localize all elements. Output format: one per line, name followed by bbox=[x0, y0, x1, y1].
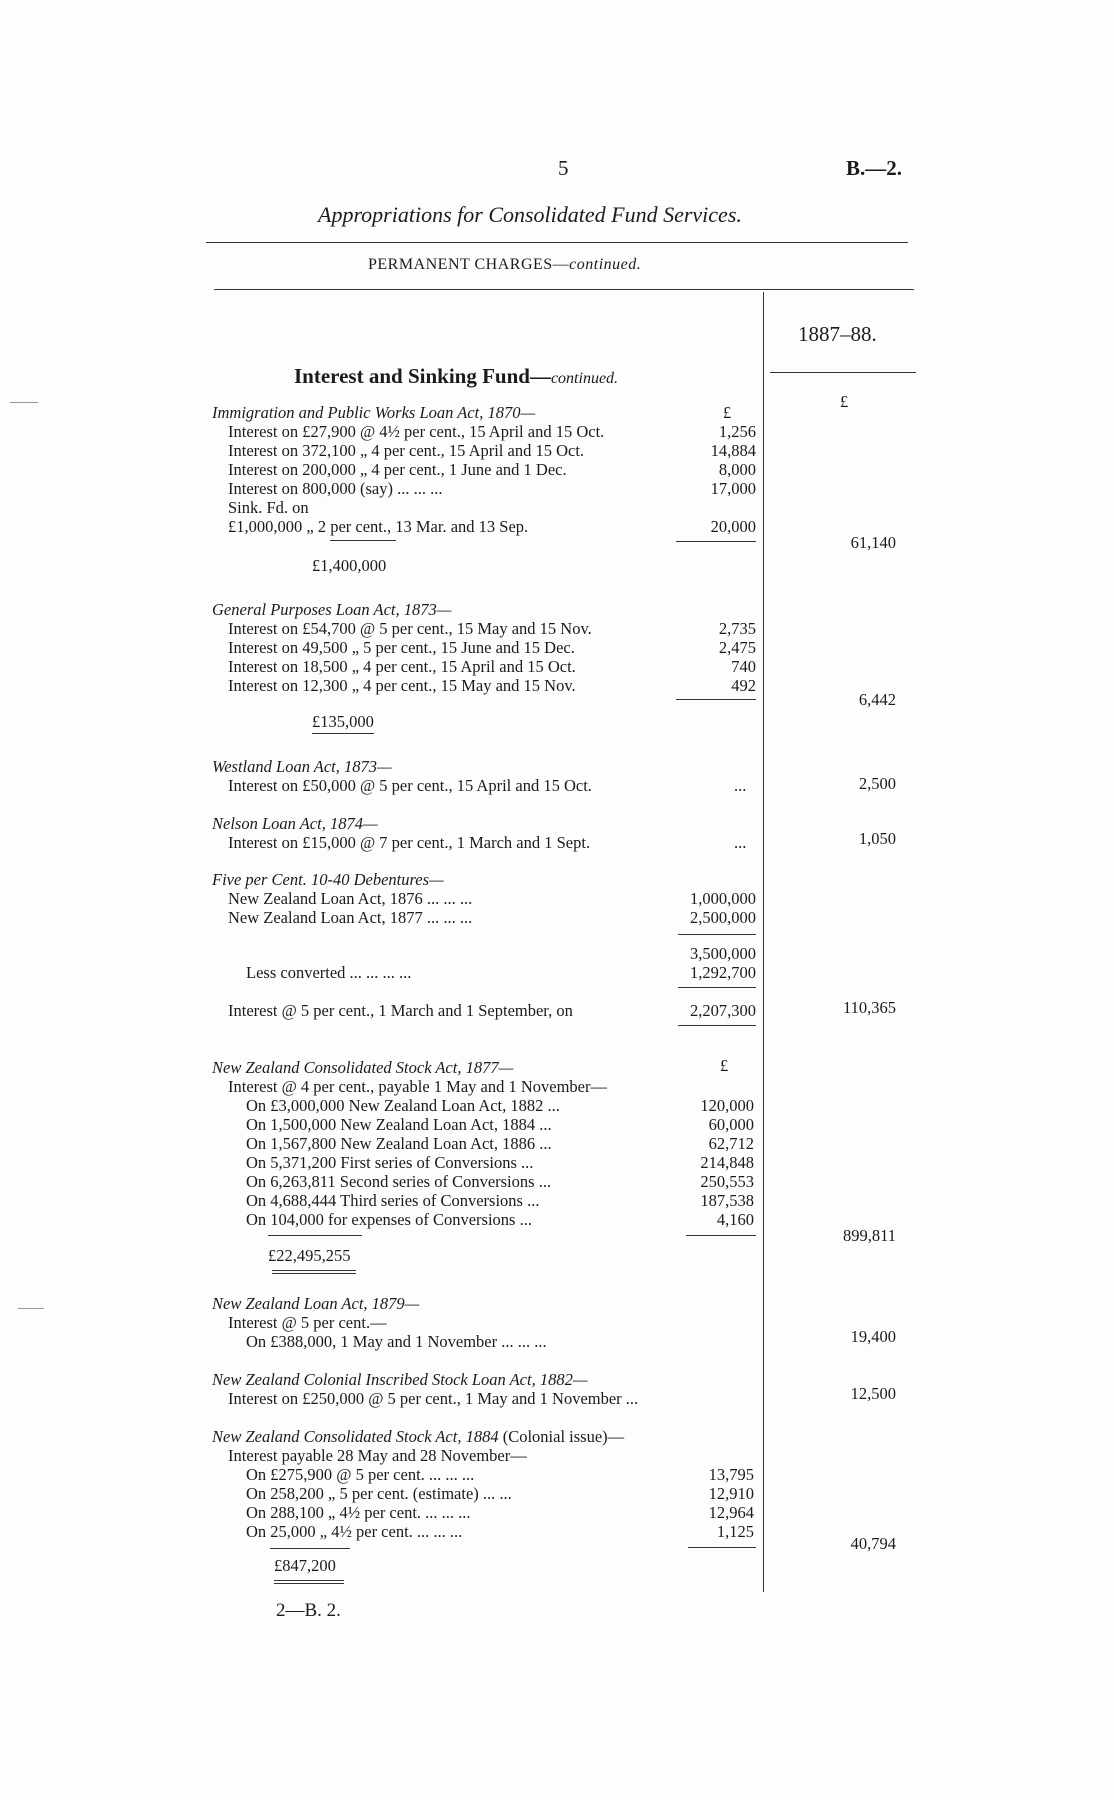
list-item-amount: 1,256 bbox=[718, 422, 756, 441]
document-code: B.—2. bbox=[846, 156, 903, 180]
double-rule bbox=[274, 1580, 344, 1581]
list-item-amount: 2,735 bbox=[718, 619, 756, 638]
list-item: £1,000,000 „ 2 per cent., 13 Mar. and 13 Sep. bbox=[228, 517, 529, 536]
amount-currency: £ bbox=[720, 1056, 729, 1075]
nz-loan-1879-title: New Zealand Loan Act, 1879— bbox=[212, 1294, 420, 1313]
list-item: Interest on £54,700 @ 5 per cent., 15 May and 15 Nov. bbox=[228, 619, 592, 638]
list-item-amount: 62,712 bbox=[708, 1134, 754, 1153]
total-rule bbox=[686, 1235, 756, 1236]
interest-intro: Interest @ 4 per cent., payable 1 May and 1 November— bbox=[228, 1077, 607, 1096]
heading-rule bbox=[206, 242, 908, 243]
section-total: 12,500 bbox=[850, 1384, 896, 1403]
section-total: 19,400 bbox=[850, 1327, 896, 1346]
list-item-amount: 1,125 bbox=[716, 1522, 754, 1541]
list-item: On 25,000 „ 4½ per cent. ... ... ... bbox=[246, 1522, 463, 1541]
section-total: 1,050 bbox=[858, 829, 896, 848]
list-item: On £275,900 @ 5 per cent. ... ... ... bbox=[246, 1465, 475, 1484]
section-title-continued: continued. bbox=[550, 370, 619, 387]
list-item: On 104,000 for expenses of Conversions ... bbox=[246, 1210, 532, 1229]
margin-mark bbox=[10, 402, 38, 403]
footer-signature: 2—B. 2. bbox=[276, 1600, 341, 1621]
list-item-amount: 120,000 bbox=[700, 1096, 754, 1115]
list-item: Sink. Fd. on bbox=[228, 498, 309, 517]
section-total: 2,500 bbox=[858, 774, 896, 793]
section-title bbox=[294, 364, 618, 389]
list-item: Interest on £50,000 @ 5 per cent., 15 April and 15 Oct. bbox=[228, 776, 592, 795]
sum-rule bbox=[678, 1025, 756, 1026]
capital-rule bbox=[270, 1548, 350, 1549]
section-title-main: Interest and Sinking Fund— bbox=[294, 364, 551, 388]
list-item-amount: 250,553 bbox=[700, 1172, 754, 1191]
section-total: 110,365 bbox=[842, 998, 896, 1017]
list-item: Interest on £250,000 @ 5 per cent., 1 May and 1 November ... bbox=[228, 1389, 639, 1408]
list-item-amount: 2,500,000 bbox=[690, 908, 756, 927]
capital-subtotal: £135,000 bbox=[312, 712, 374, 734]
year-rule bbox=[770, 372, 916, 373]
nz-consol-1884-title bbox=[212, 1427, 624, 1446]
list-item: On 1,500,000 New Zealand Loan Act, 1884 ... bbox=[246, 1115, 552, 1134]
list-item-amount: 13,795 bbox=[708, 1465, 754, 1484]
total-rule bbox=[688, 1547, 756, 1548]
list-item: On 1,567,800 New Zealand Loan Act, 1886 ... bbox=[246, 1134, 552, 1153]
section-total: 40,794 bbox=[850, 1534, 896, 1553]
year-header: 1887–88. bbox=[798, 322, 877, 346]
list-item: On 288,100 „ 4½ per cent. ... ... ... bbox=[246, 1503, 471, 1522]
total-rule bbox=[676, 541, 756, 542]
interest-intro: Interest payable 28 May and 28 November— bbox=[228, 1446, 527, 1465]
subheading-rule bbox=[214, 289, 914, 290]
page-heading: Appropriations for Consolidated Fund Services. bbox=[318, 202, 742, 227]
list-item-amount: 12,964 bbox=[708, 1503, 754, 1522]
capital-rule bbox=[268, 1235, 362, 1236]
list-item: New Zealand Loan Act, 1877 ... ... ... bbox=[228, 908, 473, 927]
general-title: General Purposes Loan Act, 1873— bbox=[212, 600, 452, 619]
section-total: 6,442 bbox=[858, 690, 896, 709]
nz-inscribed-1882-title: New Zealand Colonial Inscribed Stock Loan Act, 1882— bbox=[212, 1370, 588, 1389]
list-item: Interest on 18,500 „ 4 per cent., 15 April and 15 Oct. bbox=[228, 657, 576, 676]
less-amount: 1,292,700 bbox=[690, 963, 756, 982]
nelson-title: Nelson Loan Act, 1874— bbox=[212, 814, 378, 833]
list-item: Interest on 800,000 (say) ... ... ... bbox=[228, 479, 443, 498]
subheading bbox=[368, 256, 641, 274]
section-total: 899,811 bbox=[842, 1226, 896, 1245]
list-item-amount: 2,475 bbox=[718, 638, 756, 657]
nz-consol-1877-title: New Zealand Consolidated Stock Act, 1877— bbox=[212, 1058, 514, 1077]
double-rule bbox=[274, 1583, 344, 1584]
page-number: 5 bbox=[558, 156, 569, 180]
list-item: On 258,200 „ 5 per cent. (estimate) ... ... bbox=[246, 1484, 512, 1503]
list-item-amount: 1,000,000 bbox=[690, 889, 756, 908]
list-item-amount: 492 bbox=[731, 676, 756, 695]
leader-dots: ... bbox=[734, 776, 747, 795]
list-item: Interest on £15,000 @ 7 per cent., 1 March and 1 Sept. bbox=[228, 833, 591, 852]
capital-rule bbox=[330, 540, 396, 541]
nz-consol-1884-title-suffix: (Colonial issue)— bbox=[498, 1427, 625, 1446]
interest-line: Interest @ 5 per cent., 1 March and 1 September, on bbox=[228, 1001, 573, 1020]
five-pc-title: Five per Cent. 10-40 Debentures— bbox=[212, 870, 444, 889]
list-item-amount: 740 bbox=[731, 657, 756, 676]
capital-subtotal: £1,400,000 bbox=[312, 556, 387, 575]
nz-consol-1884-title-main: New Zealand Consolidated Stock Act, 1884 bbox=[212, 1427, 499, 1446]
double-rule bbox=[272, 1270, 356, 1271]
capital-subtotal: £22,495,255 bbox=[268, 1246, 351, 1265]
list-item-amount: 12,910 bbox=[708, 1484, 754, 1503]
immigration-title: Immigration and Public Works Loan Act, 1870— bbox=[212, 403, 536, 422]
sum-amount: 3,500,000 bbox=[690, 944, 756, 963]
double-rule bbox=[272, 1273, 356, 1274]
list-item-amount: 187,538 bbox=[700, 1191, 754, 1210]
list-item-amount: 8,000 bbox=[718, 460, 756, 479]
total-rule bbox=[676, 699, 756, 700]
subheading-main: PERMANENT CHARGES— bbox=[368, 256, 570, 273]
interest-amount: 2,207,300 bbox=[690, 1001, 756, 1020]
list-item: On £388,000, 1 May and 1 November ... ... ... bbox=[246, 1332, 547, 1351]
list-item: Interest on 372,100 „ 4 per cent., 15 April and 15 Oct. bbox=[228, 441, 585, 460]
section-total: 61,140 bbox=[850, 533, 896, 552]
subheading-continued: continued. bbox=[569, 256, 642, 273]
list-item-amount: 4,160 bbox=[716, 1210, 754, 1229]
list-item: On 4,688,444 Third series of Conversions ... bbox=[246, 1191, 540, 1210]
year-currency: £ bbox=[840, 392, 849, 411]
list-item-amount: 14,884 bbox=[710, 441, 756, 460]
list-item: New Zealand Loan Act, 1876 ... ... ... bbox=[228, 889, 473, 908]
list-item: Interest on £27,900 @ 4½ per cent., 15 April and 15 Oct. bbox=[228, 422, 605, 441]
westland-title: Westland Loan Act, 1873— bbox=[212, 757, 392, 776]
list-item: Interest on 200,000 „ 4 per cent., 1 June and 1 Dec. bbox=[228, 460, 567, 479]
list-item: On £3,000,000 New Zealand Loan Act, 1882 ... bbox=[246, 1096, 560, 1115]
sum-rule bbox=[678, 934, 756, 935]
amount-currency: £ bbox=[723, 403, 732, 422]
list-item: On 6,263,811 Second series of Conversions ... bbox=[246, 1172, 552, 1191]
sum-rule bbox=[678, 987, 756, 988]
column-divider bbox=[763, 292, 764, 1592]
leader-dots: ... bbox=[734, 833, 747, 852]
list-item: On 5,371,200 First series of Conversions ... bbox=[246, 1153, 534, 1172]
list-item-amount: 214,848 bbox=[700, 1153, 754, 1172]
less-converted: Less converted ... ... ... ... bbox=[246, 963, 412, 982]
list-item-amount: 17,000 bbox=[710, 479, 756, 498]
capital-subtotal: £847,200 bbox=[274, 1556, 336, 1575]
list-item: Interest on 12,300 „ 4 per cent., 15 May and 15 Nov. bbox=[228, 676, 576, 695]
list-item-amount: 60,000 bbox=[708, 1115, 754, 1134]
interest-intro: Interest @ 5 per cent.— bbox=[228, 1313, 387, 1332]
list-item-amount: 20,000 bbox=[710, 517, 756, 536]
margin-mark bbox=[18, 1308, 44, 1309]
list-item: Interest on 49,500 „ 5 per cent., 15 June and 15 Dec. bbox=[228, 638, 575, 657]
